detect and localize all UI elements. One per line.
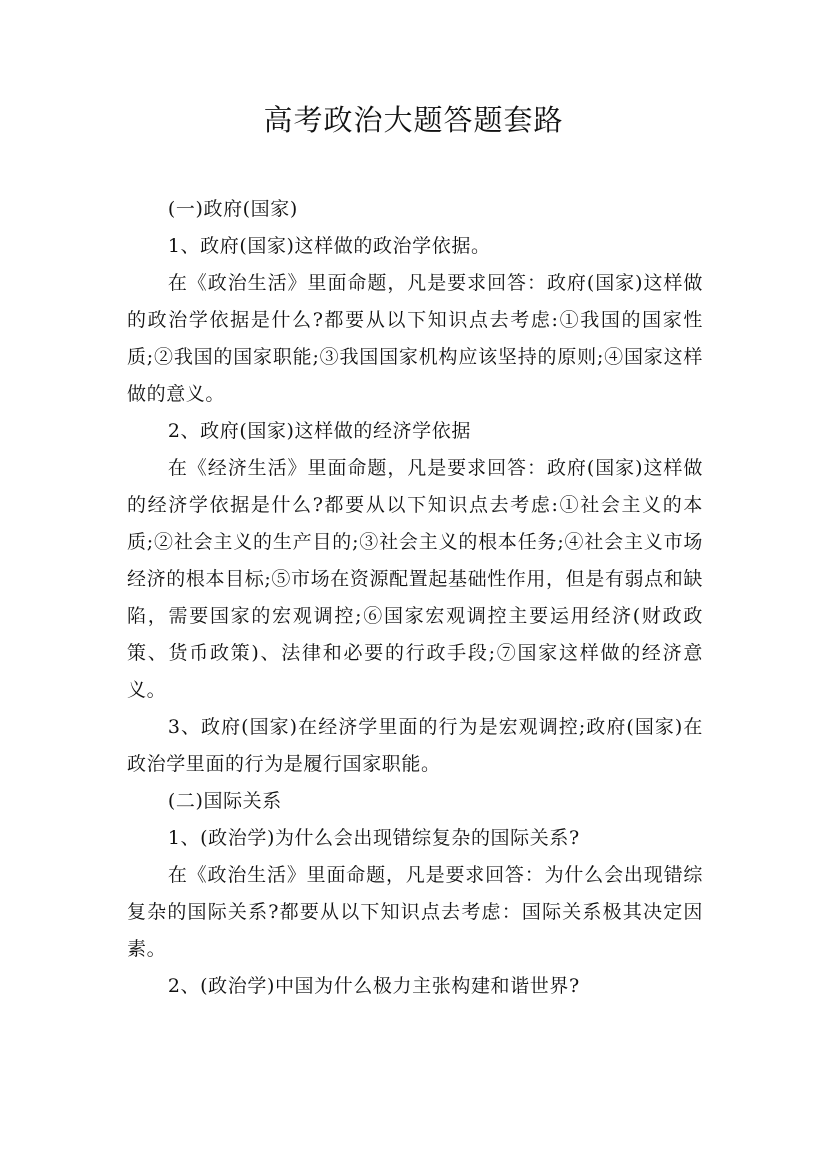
document-title: 高考政治大题答题套路 xyxy=(263,103,564,137)
subheading-complex-relations: 1、(政治学)为什么会出现错综复杂的国际关系? xyxy=(167,827,580,849)
paragraph-economic-basis: 在《经济生活》里面命题，凡是要求回答：政府(国家)这样做的经济学依据是什么?都要从以下知识点去考虑:①社会主义的本质;②社会主义的生产目的;③社会主义的根本任务;④社会主义市场经济的根本目标;⑤市场在资源配置起基础性作用，但是有弱点和缺陷，需要国家的宏观调控;⑥国家宏观调控主要运用经济(财政政策、货币政策)、法律和必要的行政手段;⑦国家这样做的经济意义。 xyxy=(127,457,703,701)
paragraph-government-behavior: 3、政府(国家)在经济学里面的行为是宏观调控;政府(国家)在政治学里面的行为是履行国家职能。 xyxy=(127,716,703,775)
subheading-political-basis: 1、政府(国家)这样做的政治学依据。 xyxy=(167,235,491,257)
paragraph-complex-relations: 在《政治生活》里面命题，凡是要求回答：为什么会出现错综复杂的国际关系?都要从以下知识点去考虑：国际关系极其决定因素。 xyxy=(127,864,703,960)
paragraph-political-basis: 在《政治生活》里面命题，凡是要求回答：政府(国家)这样做的政治学依据是什么?都要从以下知识点去考虑:①我国的国家性质;②我国的国家职能;③我国国家机构应该坚持的原则;④国家这样做的意义。 xyxy=(127,272,703,405)
section-heading-international-relations: (二)国际关系 xyxy=(167,790,282,812)
section-heading-government: (一)政府(国家) xyxy=(167,198,298,220)
document-body xyxy=(127,191,703,1005)
subheading-harmonious-world: 2、(政治学)中国为什么极力主张构建和谐世界? xyxy=(167,975,580,997)
subheading-economic-basis: 2、政府(国家)这样做的经济学依据 xyxy=(167,420,471,442)
